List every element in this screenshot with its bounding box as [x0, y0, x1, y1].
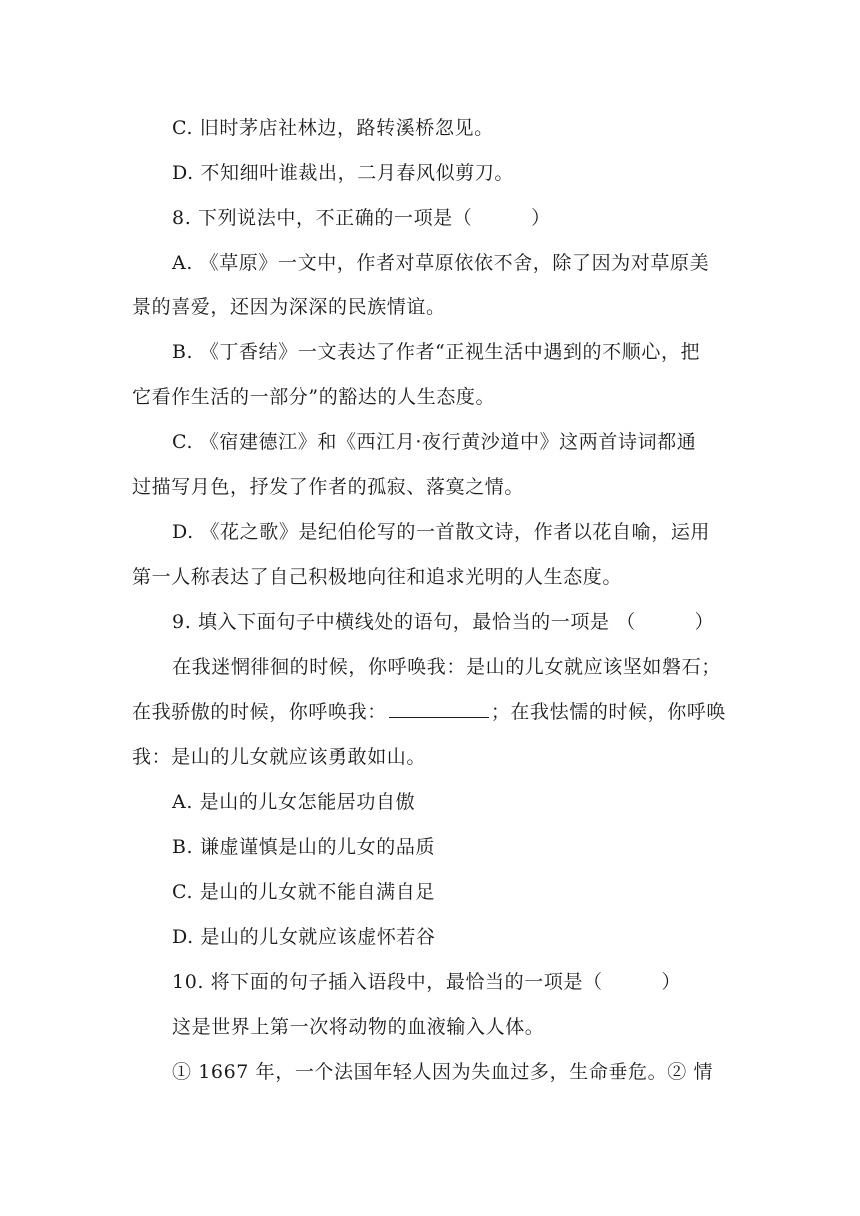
q9-option-a: A. 是山的儿女怎能居功自傲: [172, 791, 416, 813]
q9-passage-line2-after: ；在我怯懦的时候，你呼唤: [490, 701, 727, 723]
q8-stem: 8. 下列说法中，不正确的一项是（ ）: [172, 207, 551, 229]
q7-option-c: C. 旧时茅店社林边，路转溪桥忽见。: [172, 117, 494, 139]
q9-passage-line3: 我：是山的儿女就应该勇敢如山。: [132, 746, 427, 768]
q9-option-b: B. 谦虚谨慎是山的儿女的品质: [172, 836, 436, 858]
q9-passage-line1: 在我迷惘徘徊的时候，你呼唤我：是山的儿女就应该坚如磐石；: [172, 656, 721, 678]
q10-stem: 10. 将下面的句子插入语段中，最恰当的一项是（ ）: [172, 971, 682, 993]
q9-passage-line2-before: 在我骄傲的时候，你呼唤我：: [132, 701, 387, 723]
q8-option-a-line1: A. 《草原》一文中，作者对草原依依不舍，除了因为对草原美: [172, 252, 710, 274]
q7-option-d: D. 不知细叶谁裁出，二月春风似剪刀。: [172, 162, 515, 184]
q8-option-d-line2: 第一人称表达了自己积极地向往和追求光明的人生态度。: [132, 566, 623, 588]
q8-option-a-line2: 景的喜爱，还因为深深的民族情谊。: [132, 296, 446, 318]
q10-passage-line1: ① 1667 年，一个法国年轻人因为失血过多，生命垂危。② 情: [172, 1061, 714, 1083]
q9-passage-line2: [132, 699, 726, 725]
q8-option-b-line2: 它看作生活的一部分”的豁达的人生态度。: [132, 386, 496, 408]
q9-option-d: D. 是山的儿女就应该虚怀若谷: [172, 926, 436, 948]
q8-option-c-line2: 过描写月色，抒发了作者的孤寂、落寞之情。: [132, 476, 525, 498]
q10-insert-sentence: 这是世界上第一次将动物的血液输入人体。: [172, 1016, 545, 1038]
q9-option-c: C. 是山的儿女就不能自满自足: [172, 881, 435, 903]
q8-option-c-line1: C. 《宿建德江》和《西江月·夜行黄沙道中》这两首诗词都通: [172, 431, 697, 453]
q8-option-b-line1: B. 《丁香结》一文表达了作者“正视生活中遇到的不顺心，把: [172, 341, 701, 363]
fill-in-blank: [389, 699, 489, 718]
q9-stem: 9. 填入下面句子中横线处的语句，最恰当的一项是 （ ）: [172, 611, 715, 633]
q8-option-d-line1: D. 《花之歌》是纪伯伦写的一首散文诗，作者以花自喻，运用: [172, 521, 711, 543]
